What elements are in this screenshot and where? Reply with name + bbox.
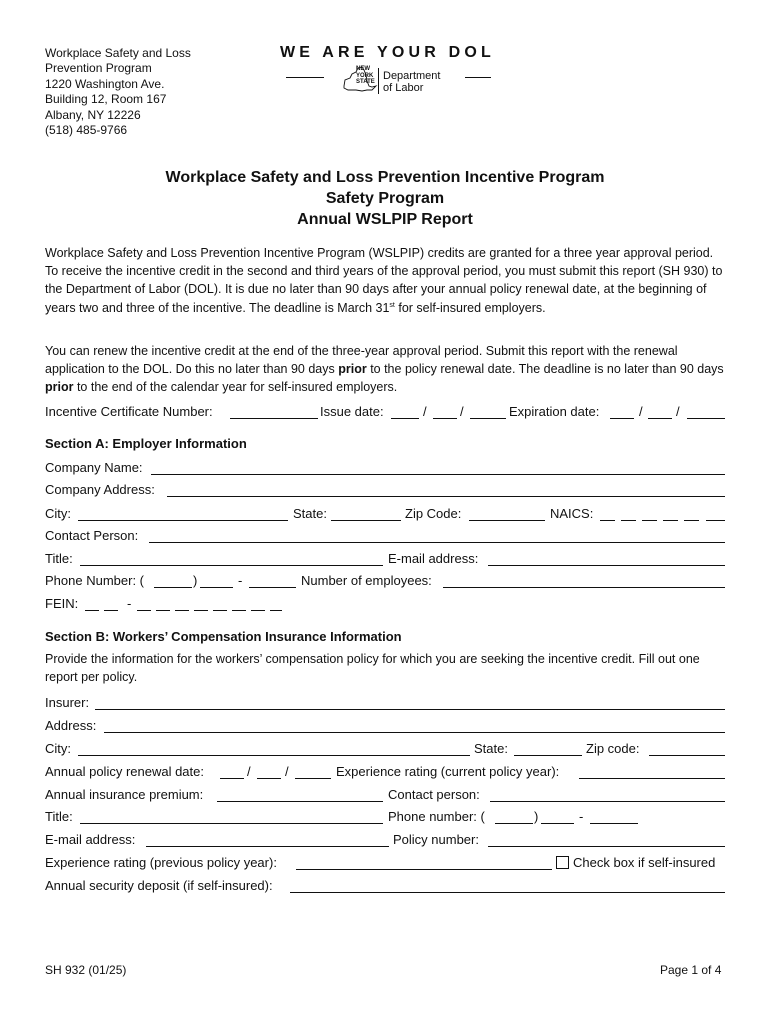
- contact-person-label: Contact Person:: [45, 528, 139, 543]
- insurer-title-label: Title:: [45, 809, 73, 824]
- emphasis: prior: [338, 362, 367, 377]
- policy-number-field[interactable]: [488, 846, 725, 847]
- zip-code-field[interactable]: [469, 520, 545, 521]
- company-address-field[interactable]: [167, 496, 725, 497]
- insurer-title-row: [45, 809, 727, 827]
- certificate-row: [45, 404, 727, 422]
- company-name-label: Company Name:: [45, 460, 143, 475]
- certificate-number-field[interactable]: [230, 418, 318, 419]
- state-label: State:: [293, 506, 327, 521]
- insurer-state-field[interactable]: [514, 755, 582, 756]
- company-name-field[interactable]: [151, 474, 725, 475]
- insurer-email-field[interactable]: [146, 846, 389, 847]
- exp-rating-previous-row: [45, 855, 727, 873]
- insurer-city-field[interactable]: [78, 755, 470, 756]
- address-line: Workplace Safety and Loss: [45, 46, 191, 60]
- date-slash: /: [285, 764, 289, 779]
- exp-rating-previous-label: Experience rating (previous policy year):: [45, 855, 277, 870]
- fein-digit-field[interactable]: [194, 610, 208, 611]
- insurer-zip-field[interactable]: [649, 755, 725, 756]
- logo-rule-right: [465, 77, 491, 78]
- naics-digit-field[interactable]: [621, 520, 636, 521]
- fein-label: FEIN:: [45, 596, 79, 611]
- logo-state-text: [356, 66, 375, 86]
- fein-digit-field[interactable]: [232, 610, 246, 611]
- insurer-address-label: Address:: [45, 718, 97, 733]
- city-field[interactable]: [78, 520, 288, 521]
- fein-digit-field[interactable]: [270, 610, 282, 611]
- self-insured-checkbox[interactable]: [556, 856, 569, 869]
- phone-paren: ): [193, 573, 198, 588]
- form-title: [0, 167, 770, 230]
- fein-digit-field[interactable]: [137, 610, 151, 611]
- title-label: Title:: [45, 551, 73, 566]
- security-deposit-field[interactable]: [290, 892, 725, 893]
- fein-digit-field[interactable]: [175, 610, 189, 611]
- insurer-address-row: [45, 718, 727, 736]
- insurer-email-label: E-mail address:: [45, 832, 136, 847]
- phone-dash: -: [579, 809, 584, 824]
- fein-dash: -: [127, 596, 132, 611]
- city-label: City:: [45, 506, 71, 521]
- fein-row: [45, 596, 727, 614]
- date-slash: /: [676, 404, 680, 419]
- date-slash: /: [639, 404, 643, 419]
- insurer-phone-label: Phone number: (: [388, 809, 485, 824]
- logo-state-line: STATE: [356, 79, 375, 85]
- title-line: Safety Program: [325, 190, 445, 207]
- email-field[interactable]: [488, 565, 725, 566]
- insurer-city-row: [45, 741, 727, 759]
- state-field[interactable]: [331, 520, 401, 521]
- fein-digit-field[interactable]: [251, 610, 265, 611]
- premium-field[interactable]: [217, 801, 383, 802]
- policy-number-label: Policy number:: [393, 832, 479, 847]
- insurer-phone-area-field[interactable]: [495, 823, 533, 824]
- renewal-date-row: [45, 764, 727, 782]
- title-line: Annual WSLPIP Report: [297, 211, 473, 228]
- premium-label: Annual insurance premium:: [45, 787, 204, 802]
- fein-digit-field[interactable]: [85, 610, 99, 611]
- fein-digit-field[interactable]: [156, 610, 170, 611]
- insurer-address-field[interactable]: [104, 732, 725, 733]
- superscript: st: [389, 301, 395, 309]
- naics-digit-field[interactable]: [706, 520, 725, 521]
- security-deposit-row: [45, 878, 727, 896]
- address-line: Building 12, Room 167: [45, 92, 167, 107]
- page-number: Page 1 of 4: [660, 963, 722, 977]
- insurer-label: Insurer:: [45, 695, 90, 710]
- self-insured-checkbox-label: Check box if self-insured: [573, 855, 716, 870]
- security-deposit-label: Annual security deposit (if self-insured):: [45, 878, 273, 893]
- exp-rating-current-field[interactable]: [579, 778, 725, 779]
- section-b-heading: Section B: Workers’ Compensation Insurance Information: [45, 629, 402, 644]
- intro-paragraph-2: [45, 342, 727, 397]
- title-email-row: [45, 551, 727, 569]
- date-slash: /: [247, 764, 251, 779]
- zip-code-label: Zip Code:: [405, 506, 462, 521]
- address-line: Prevention Program: [45, 61, 152, 76]
- insurer-contact-label: Contact person:: [388, 787, 480, 802]
- naics-label: NAICS:: [550, 506, 594, 521]
- title-line: Workplace Safety and Loss Prevention Incentive Program: [165, 169, 605, 186]
- insurer-city-label: City:: [45, 741, 71, 756]
- naics-digit-field[interactable]: [684, 520, 699, 521]
- logo-department: [383, 70, 440, 94]
- intro-text: to the policy renewal date. The deadline is no later than 90 days: [366, 362, 724, 377]
- contact-person-row: [45, 528, 727, 546]
- email-label: E-mail address:: [388, 551, 479, 566]
- renewal-day-field[interactable]: [257, 778, 281, 779]
- issue-month-field[interactable]: [391, 418, 419, 419]
- expiration-month-field[interactable]: [610, 418, 634, 419]
- contact-person-field[interactable]: [149, 542, 725, 543]
- company-name-row: [45, 460, 727, 478]
- issue-date-label: Issue date:: [320, 404, 384, 419]
- fein-digit-field[interactable]: [104, 610, 118, 611]
- expiration-year-field[interactable]: [687, 418, 725, 419]
- insurer-title-field[interactable]: [80, 823, 383, 824]
- naics-digit-field[interactable]: [663, 520, 678, 521]
- logo-dept-line: of Labor: [383, 82, 424, 94]
- phone-employees-row: [45, 573, 727, 591]
- fein-digit-field[interactable]: [213, 610, 227, 611]
- expiration-date-label: Expiration date:: [509, 404, 600, 419]
- phone-area-code-field[interactable]: [154, 587, 192, 588]
- section-b-description: Provide the information for the workers’ compensation policy for which you are seeking the incentive credit. Fill out one report per policy.: [45, 652, 700, 685]
- section-a-heading: Section A: Employer Information: [45, 436, 247, 451]
- employees-field[interactable]: [443, 587, 725, 588]
- phone-line-field[interactable]: [249, 587, 296, 588]
- issue-year-field[interactable]: [470, 418, 506, 419]
- logo-divider: [378, 68, 379, 94]
- city-state-row: [45, 506, 727, 524]
- insurer-contact-field[interactable]: [490, 801, 725, 802]
- phone-label: Phone Number: (: [45, 573, 144, 588]
- date-slash: /: [460, 404, 464, 419]
- exp-rating-previous-field[interactable]: [296, 869, 552, 870]
- employees-label: Number of employees:: [301, 573, 432, 588]
- intro-text: to the end of the calendar year for self-insured employers.: [73, 380, 398, 395]
- address-line: (518) 485-9766: [45, 123, 128, 138]
- insurer-zip-label: Zip code:: [586, 741, 640, 756]
- insurer-state-label: State:: [474, 741, 508, 756]
- renewal-year-field[interactable]: [295, 778, 331, 779]
- insurer-phone-line-field[interactable]: [590, 823, 638, 824]
- title-field[interactable]: [80, 565, 383, 566]
- exp-rating-current-label: Experience rating (current policy year):: [336, 764, 560, 779]
- certificate-number-label: Incentive Certificate Number:: [45, 404, 213, 419]
- premium-row: [45, 787, 727, 805]
- address-line: Albany, NY 12226: [45, 107, 141, 122]
- phone-paren: ): [534, 809, 539, 824]
- expiration-day-field[interactable]: [648, 418, 672, 419]
- renewal-month-field[interactable]: [220, 778, 244, 779]
- insurer-phone-prefix-field[interactable]: [541, 823, 574, 824]
- insurer-row: [45, 695, 727, 713]
- dol-logo: [270, 44, 505, 96]
- insurer-field[interactable]: [95, 709, 725, 710]
- logo-slogan: WE ARE YOUR DOL: [279, 44, 495, 61]
- intro-text: You can renew the incentive credit at the end of the three-year approval period. Submit this report with the renewal application to the DOL. Do this no later than 90 days: [45, 344, 678, 377]
- form-id: SH 932 (01/25): [45, 963, 127, 977]
- insurer-email-row: [45, 832, 727, 850]
- company-address-row: [45, 482, 727, 500]
- company-address-label: Company Address:: [45, 482, 155, 497]
- renewal-date-label: Annual policy renewal date:: [45, 764, 204, 779]
- intro-text: for self-insured employers.: [394, 300, 546, 315]
- naics-digit-field[interactable]: [642, 520, 657, 521]
- issue-day-field[interactable]: [433, 418, 457, 419]
- emphasis: prior: [45, 380, 74, 395]
- phone-dash: -: [238, 573, 243, 588]
- program-address: [45, 46, 191, 138]
- date-slash: /: [423, 404, 427, 419]
- logo-rule-left: [286, 77, 324, 78]
- logo-state-line: NEW: [356, 66, 370, 72]
- phone-prefix-field[interactable]: [200, 587, 233, 588]
- logo-state-line: YORK: [356, 72, 374, 79]
- logo-dept-line: Department: [383, 70, 441, 82]
- intro-text: Workplace Safety and Loss Prevention Incentive Program (WSLPIP) credits are granted for a three year approval period. To receive the incentive credit in the second and third years of the approval period, you must submit this report (SH 930) to the Department of Labor (DOL). It is due no later than 90 days after your annual policy renewal date, at the beginning of years two and three of the incentive. The deadline is March 31: [45, 246, 723, 315]
- naics-digit-field[interactable]: [600, 520, 615, 521]
- address-line: 1220 Washington Ave.: [45, 76, 165, 91]
- intro-paragraph-1: [45, 244, 727, 317]
